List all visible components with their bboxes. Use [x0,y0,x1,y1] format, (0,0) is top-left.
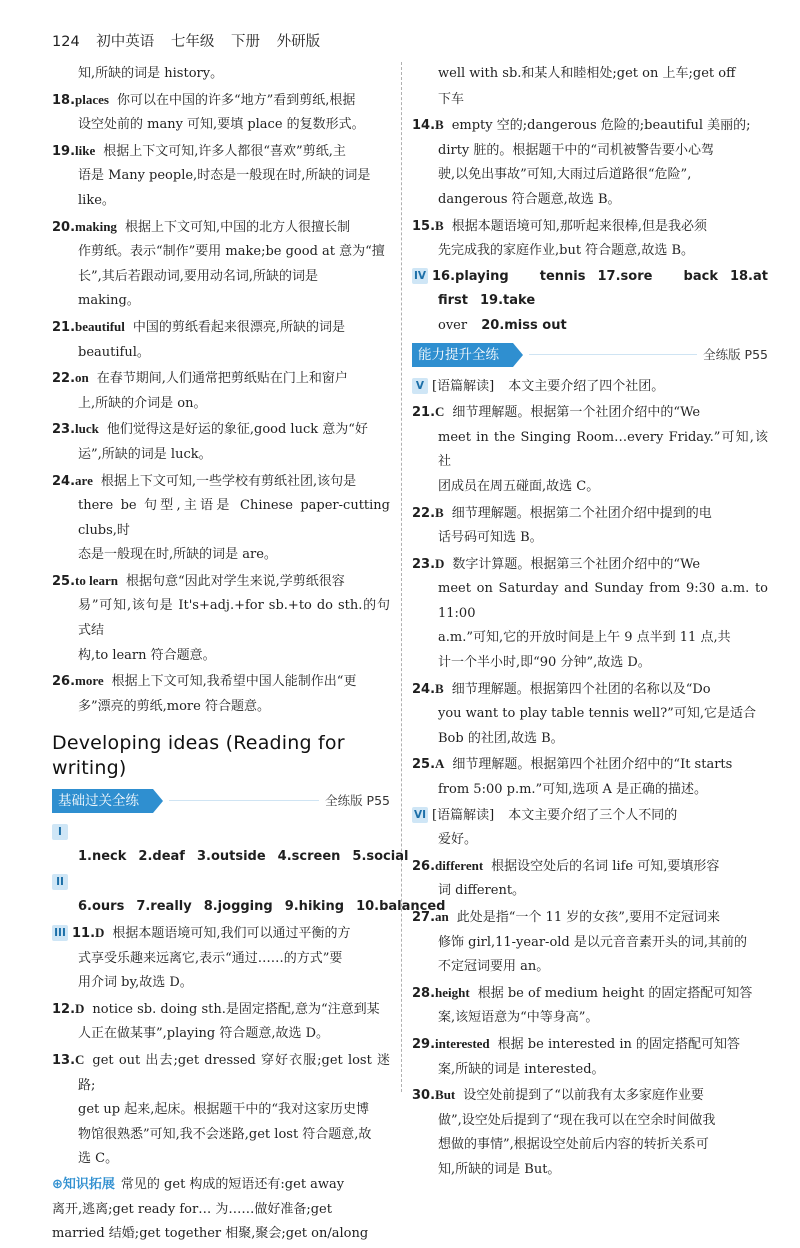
answer-item [52,921,390,996]
question-number: 27. [412,910,436,925]
bar-page-ref: 全练版 P55 [697,343,768,367]
explanation-line: 数字计算题。根据第三个社团介绍中的“We [452,556,701,572]
bar-label: 基础过关全练 [52,789,153,813]
explanation-line: 细节理解题。根据第四个社团介绍中的“It starts [452,757,733,773]
explanation-line: 运”,所缺的词是 luck。 [78,446,212,462]
answer-item [52,997,390,1047]
question-number: 23. [52,422,76,438]
answer-item [52,1048,390,1172]
answer-item [52,569,390,668]
answer-item [412,1083,768,1182]
question-number: 18. [52,92,76,108]
extension-line-1: 常见的 get 构成的短语还有:get away [120,1176,345,1192]
explanation-line: 上,所缺的介词是 on。 [78,395,207,411]
explanation-line: 根据上下文可知,许多人都很“喜欢”剪纸,主 [103,143,346,159]
column-divider [401,62,402,1092]
group-4-items [432,269,768,309]
explanation-line: 驶,以免出事故”可知,大雨过后道路很“危险”, [438,167,692,183]
answer-key: an [435,909,449,924]
question-number: 13. [52,1052,76,1068]
explanation-line: a.m.”可知,它的开放时间是上午 9 点半到 11 点,共 [438,630,731,646]
group-1 [52,821,409,870]
answers-list-b [412,113,768,264]
explanation-line: 根据 be of medium height 的固定搭配可知答 [477,985,753,1001]
bar-arrow-icon [513,343,523,367]
explanation-line: 中国的剪纸看起来很漂亮,所缺的词是 [132,319,346,335]
inline-answer: 7.really [136,899,192,915]
answer-item [412,501,768,551]
explanation-line: 想做的事情”,根据设空处前后内容的转折关系可 [438,1137,709,1153]
explanation-line: like。 [78,192,115,208]
question-number: 22. [412,505,436,521]
answer-item [412,981,768,1031]
explanation-line: you want to play table tennis well?”可知,它是适合 [438,706,756,722]
explanation-line: 构,to learn 符合题意。 [78,647,216,663]
explanation-line: 人正在做某事”,playing 符合题意,故选 D。 [78,1026,330,1042]
section-bar-basic [52,789,390,813]
explanation-line: 根据设空处后的名词 life 可知,要填形容 [491,858,720,874]
explanation-line: 话号码可知选 B。 [438,530,543,546]
inline-answer: 16.playing tennis [432,268,586,284]
answer-key: interested [435,1035,490,1051]
bar-arrow-icon [153,789,163,813]
answer-item [412,400,768,499]
answer-key: B [435,504,444,520]
explanation-line: 语是 Many people,时态是一般现在时,所缺的词是 [78,168,371,184]
explanation-line: 用介词 by,故选 D。 [78,975,193,991]
explanation-line: 根据 be interested in 的固定搭配可知答 [497,1036,741,1052]
explanation-line: 式享受乐趣来远离它,表示“通过……的方式”要 [78,950,343,966]
inline-answer: 10.balanced [356,899,446,915]
extension-label: 知识拓展 [62,1176,115,1192]
answer-item [52,139,390,214]
discourse-text-2: 爱好。 [438,832,478,848]
group-3 [52,921,390,1172]
answer-key: luck [75,421,99,437]
answer-key: D [435,555,445,571]
explanation-line: 易”可知,该句是 It's+adj.+for sb.+to do sth.的句式结 [78,598,390,639]
answer-item [412,854,768,904]
answers-list-a [52,88,390,720]
inline-answer: 5.social [352,849,409,865]
explanation-line: 根据本题语境可知,那听起来很棒,但是我必须 [451,218,707,234]
answer-item [52,315,390,365]
question-number: 20. [52,219,76,235]
question-number: 29. [412,1036,436,1052]
question-number: 22. [52,371,76,387]
answer-item [412,1032,768,1082]
explanation-line: from 5:00 p.m.”可知,选项 A 是正确的描述。 [438,782,707,798]
inline-answer: 2.deaf [138,849,185,865]
question-number: 23. [412,556,436,572]
roman-badge: III [52,925,68,941]
explanation-line: 根据句意“因此对学生来说,学剪纸很容 [126,573,345,589]
continued-line: 知,所缺的词是 history。 [78,66,224,81]
discourse-tag: [语篇解读] [432,807,495,823]
explanation-line: 根据上下文可知,中国的北方人很擅长制 [124,219,351,235]
roman-badge: VI [413,808,427,821]
roman-badge: IV [413,269,427,282]
group-1-items [78,849,420,864]
continued-line-2: 下车 [438,91,465,107]
explanation-line: 作剪纸。表示“制作”要用 make;be good at 意为“擅 [78,244,385,260]
answers-list-c [412,400,768,803]
explanation-line: 计一个半小时,即“90 分钟”,故选 D。 [438,655,651,671]
explanation-line: 设空处前提到了“以前我有太多家庭作业要 [463,1088,704,1104]
answer-key: B [435,117,444,133]
answer-key: C [435,404,445,420]
answer-key: A [435,756,445,772]
explanation-line: 多”漂亮的剪纸,more 符合题意。 [78,698,270,714]
answer-key: on [75,370,89,386]
explanation-line: 态是一般现在时,所缺的词是 are。 [78,547,277,563]
question-number: 14. [412,118,436,134]
explanation-line: 先完成我的家庭作业,but 符合题意,故选 B。 [438,243,695,259]
explanation-line: 你可以在中国的许多“地方”看到剪纸,根据 [116,92,356,108]
inline-answer: 3.outside [196,849,266,865]
answer-key: B [435,217,444,233]
explanation-line: 细节理解题。根据第二个社团介绍中提到的电 [451,505,712,521]
explanation-line: 此处是指“一个 11 岁的女孩”,要用不定冠词来 [456,910,720,925]
plus-circle-icon: ⊕ [52,1176,63,1192]
volume: 下册 [231,34,261,50]
publisher: 外研版 [276,34,321,50]
question-number: 26. [412,858,436,874]
explanation-line: 知,所缺的词是 But。 [438,1161,561,1177]
answer-item [52,669,390,719]
roman-badge: V [412,378,428,394]
answer-item [52,215,390,314]
inline-answer: 4.screen [277,849,341,865]
section-bar-advanced [412,343,768,367]
explanation-line: 细节理解题。根据第一个社团介绍中的“We [452,405,701,421]
discourse-text: 本文主要介绍了四个社团。 [508,378,665,394]
answer-key: are [75,472,93,488]
extension-block [52,1173,390,1247]
answer-item [412,905,768,980]
explanation-line: 做”,设空处后提到了“现在我可以在空余时间做我 [438,1112,716,1128]
answer-key: different [435,857,484,873]
explanation-line: 长”,其后若跟动词,要用动名词,所缺的词是 [78,268,319,284]
roman-badge: I [52,824,68,840]
answer-key: But [435,1087,456,1103]
answer-item [412,214,768,264]
bar-page-ref: 全练版 P55 [319,789,390,813]
question-number: 24. [52,473,76,489]
explanation-line: get out 出去;get dressed 穿好衣服;get lost 迷路; [78,1052,390,1093]
extension-line-2: 离开,逃离;get ready for… 为……做好准备;get [52,1201,332,1217]
explanation-line: beautiful。 [78,344,150,360]
explanation-line: dirty 脏的。根据题干中的“司机被警告要小心驾 [438,142,715,158]
inline-answer: 9.hiking [284,899,345,915]
inline-answer: 18.at first [438,268,768,309]
page-header [52,30,332,51]
explanation-line: 根据上下文可知,我希望中国人能制作出“更 [111,674,357,690]
question-number: 21. [52,319,76,335]
explanation-line: 修饰 girl,11-year-old 是以元音音素开头的词,其前的 [438,934,748,950]
answer-key: places [75,91,109,107]
explanation-line: 根据上下文可知,一些学校有剪纸社团,该句是 [100,473,357,489]
answer-key: like [75,142,96,158]
answer-key: D [75,1000,85,1016]
book-name: 初中英语 [96,34,155,50]
discourse-text: 本文主要介绍了三个人不同的 [508,807,678,823]
question-number: 25. [412,757,436,773]
answer-item [412,552,768,676]
explanation-line: notice sb. doing sth.是固定搭配,意为“注意到某 [92,1001,380,1017]
question-number: 28. [412,985,436,1001]
question-number: 30. [412,1088,436,1104]
continued-line-1: well with sb.和某人和睦相处;get on 上车;get off [438,66,736,81]
explanation-line: meet on Saturday and Sunday from 9:30 a.m. to 11:00 [438,581,768,621]
explanation-line: making。 [78,293,140,309]
answer-key: D [95,925,105,940]
answer-item [412,677,768,752]
explanation-line: 设空处前的 many 可知,要填 place 的复数形式。 [78,117,365,133]
explanation-line: 他们觉得这是好运的象征,good luck 意为“好 [106,422,368,438]
explanation-line: meet in the Singing Room…every Friday.”可知,该社 [438,429,768,470]
explanation-line: dangerous 符合题意,故选 B。 [438,191,621,207]
group-4 [412,265,768,339]
answer-key: more [75,673,104,689]
group-4-last: 20.miss out [481,317,567,333]
grade: 七年级 [170,34,215,50]
answer-key: B [435,680,444,696]
question-number: 11. [72,926,96,941]
group-5 [412,375,768,400]
explanation-line: Bob 的社团,故选 B。 [438,730,564,746]
section-title: Developing ideas (Reading for writing) [52,732,345,780]
explanation-line: 根据本题语境可知,我们可以通过平衡的方 [112,926,351,941]
explanation-line: 物馆很熟悉”可知,我不会迷路,get lost 符合题意,故 [78,1126,372,1142]
question-number: 19. [52,143,76,159]
explanation-line: 案,所缺的词是 interested。 [438,1061,605,1077]
answers-list-d [412,854,768,1183]
question-number: 21. [412,405,436,421]
answer-item [52,88,390,138]
answer-item [52,417,390,467]
answer-key: making [75,218,117,234]
answer-key: beautiful [75,318,125,334]
page-number: 124 [52,34,80,50]
question-number: 26. [52,674,76,690]
explanation-line: there be 句型,主语是 Chinese paper-cutting clubs,时 [78,498,390,538]
question-number: 12. [52,1001,76,1017]
answer-key: height [435,984,470,1000]
inline-answer: 17.sore back [597,268,718,284]
inline-answer: 6.ours [78,899,125,915]
question-number: 25. [52,573,76,589]
inline-answer: 19.take [480,293,536,309]
explanation-line: get up 起来,起床。根据题干中的“我对这家历史博 [78,1102,369,1118]
group-4-cont: over [438,317,468,333]
extension-line-3: married 结婚;get together 相聚,聚会;get on/along [52,1226,369,1242]
explanation-line: 案,该短语意为“中等身高”。 [438,1010,599,1026]
inline-answer: 8.jogging [203,899,273,915]
explanation-line: 团成员在周五碰面,故选 C。 [438,478,600,494]
answer-key: to learn [75,572,118,588]
answer-item [412,752,768,802]
answer-item [52,469,390,568]
explanation-line: 选 C。 [78,1151,119,1167]
roman-badge: II [52,874,68,890]
question-number: 24. [412,681,436,697]
explanation-line: 不定冠词要用 an。 [438,959,550,975]
explanation-line: 细节理解题。根据第四个社团的名称以及“Do [451,681,711,697]
bar-label: 能力提升全练 [412,343,513,367]
explanation-line: empty 空的;dangerous 危险的;beautiful 美丽的; [451,118,751,134]
group-6 [412,804,768,853]
answer-item [412,113,768,212]
discourse-tag: [语篇解读] [432,378,495,394]
answer-item [52,366,390,416]
explanation-line: 词 different。 [438,883,526,899]
explanation-line: 在春节期间,人们通常把剪纸贴在门上和窗户 [96,371,348,387]
answer-key: C [75,1051,85,1067]
question-number: 15. [412,218,436,234]
group-2-items [78,899,457,914]
inline-answer: 1.neck [78,849,127,865]
right-column [412,62,768,1184]
